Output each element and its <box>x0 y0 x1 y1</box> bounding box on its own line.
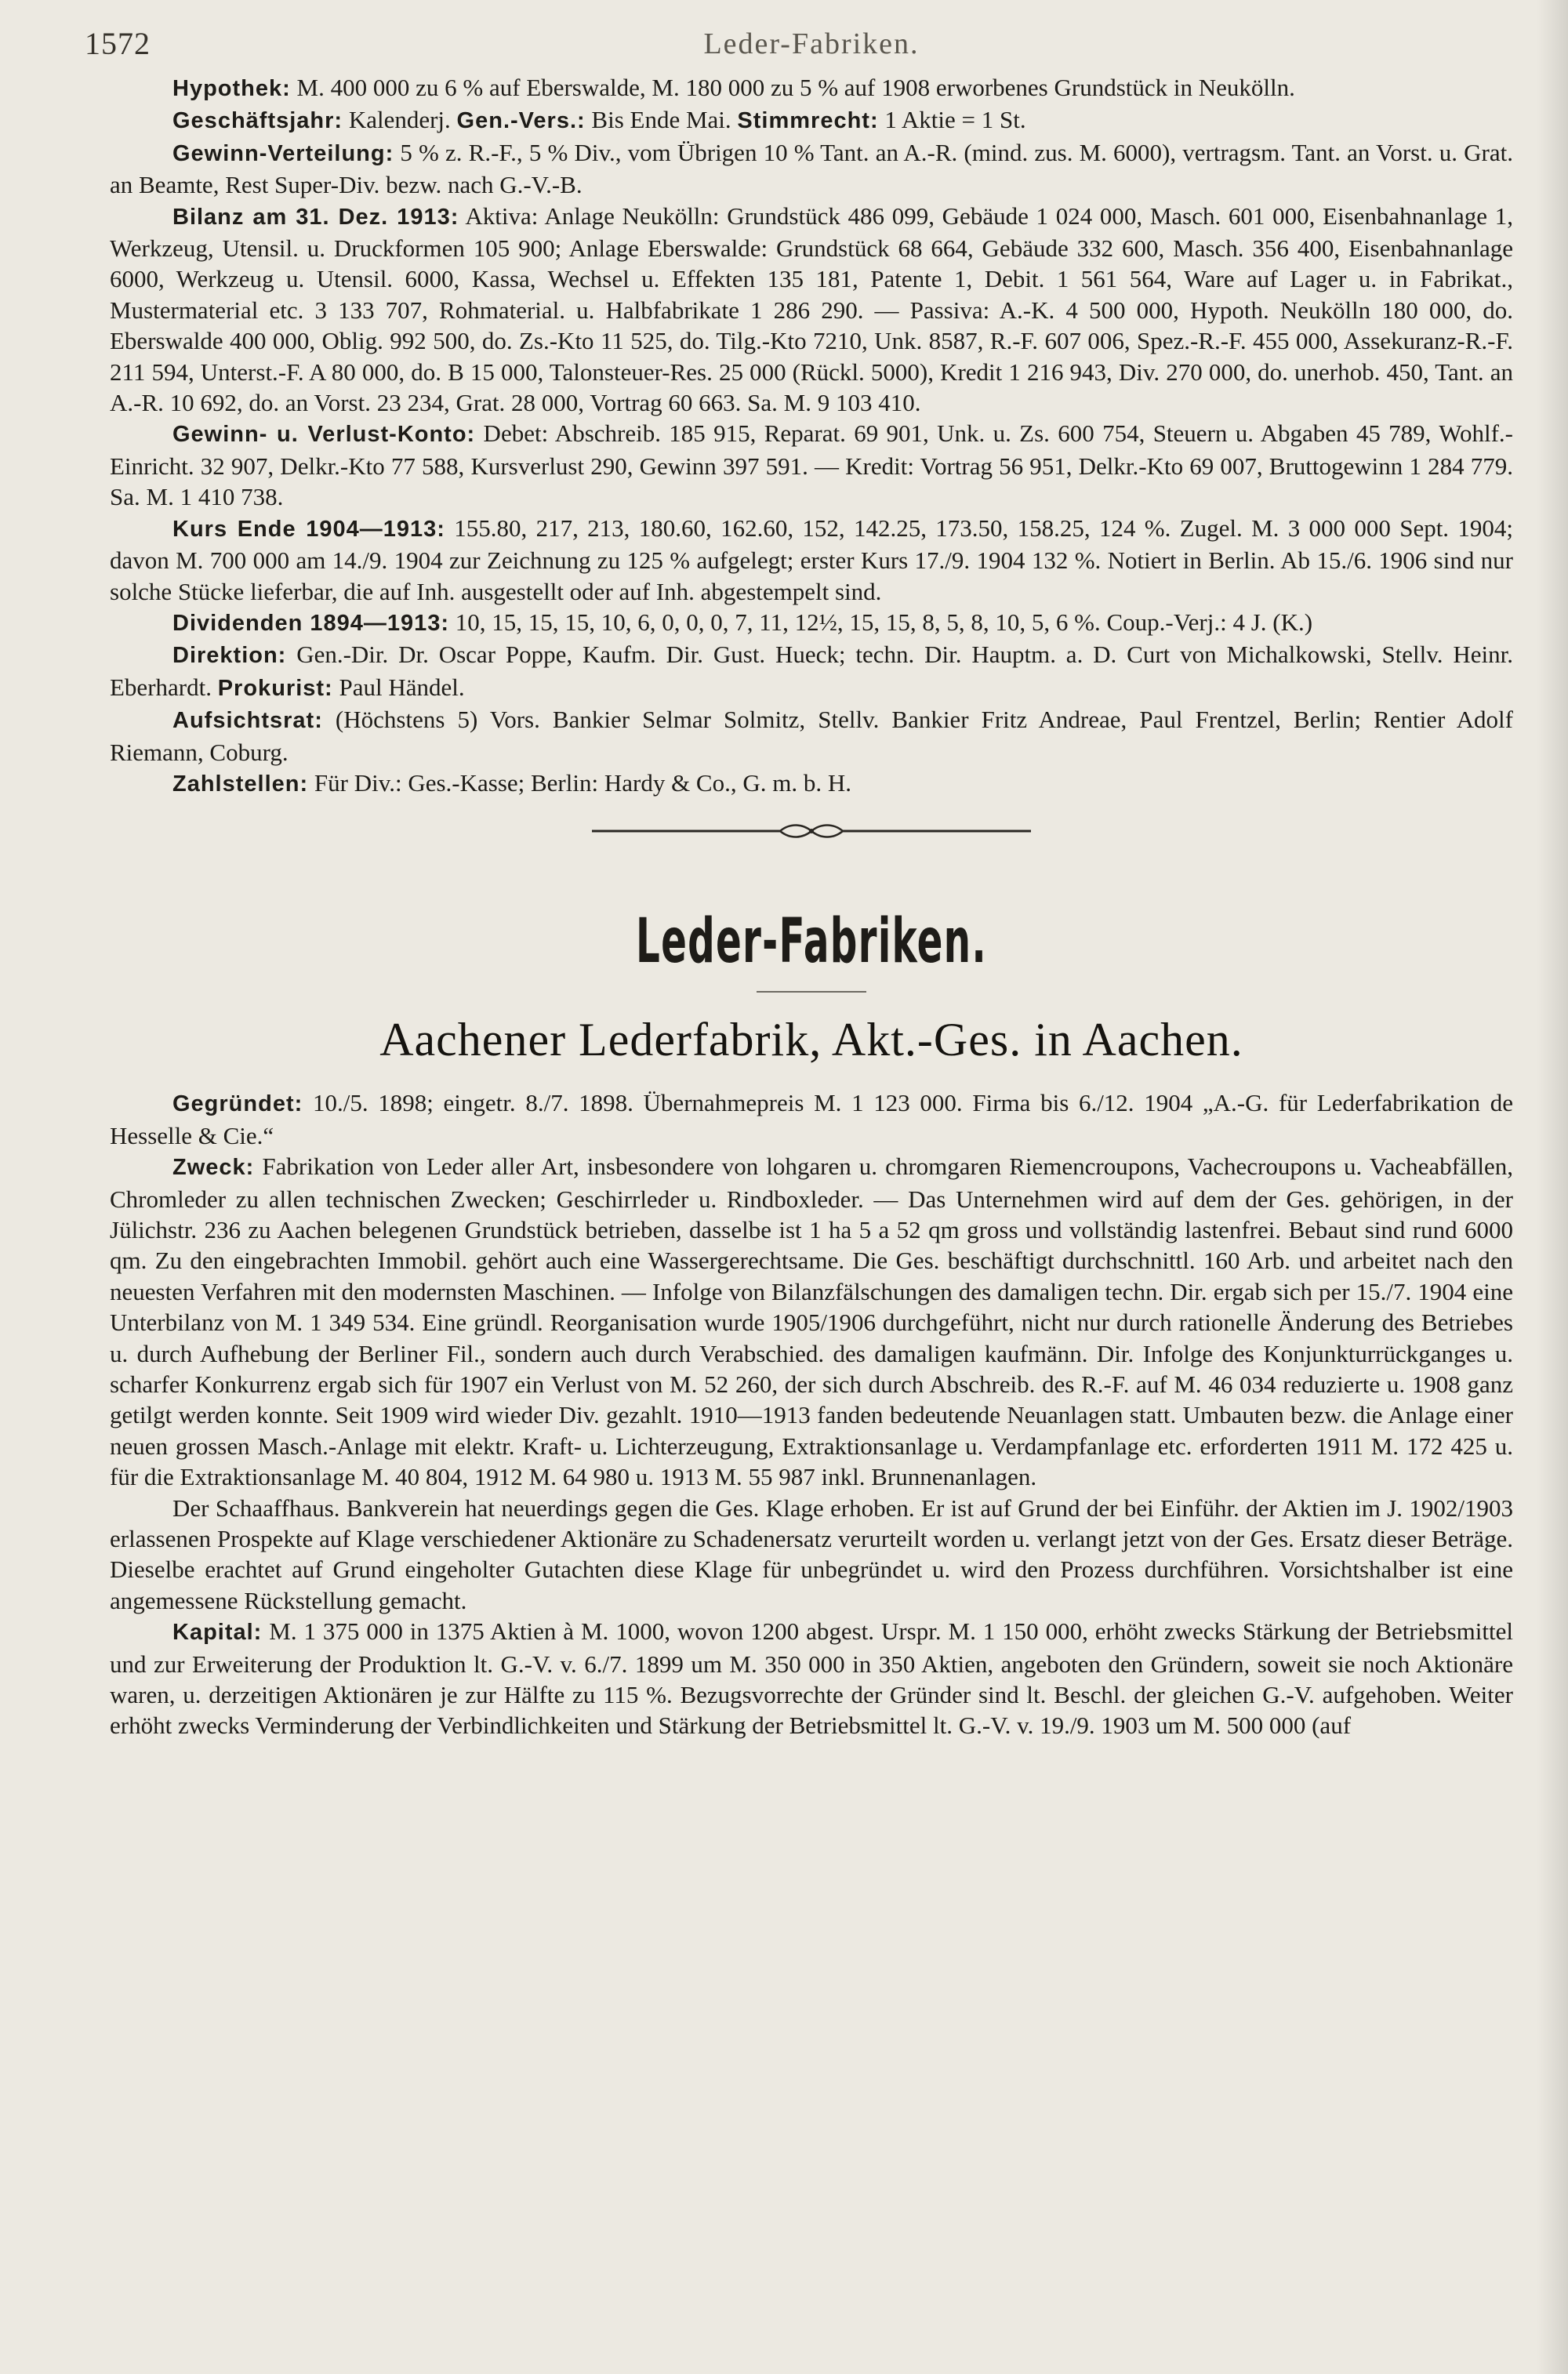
running-title: Leder-Fabriken. <box>703 27 920 60</box>
text-geschaeftsjahr: Kalenderj. <box>343 106 457 134</box>
heading-rule <box>757 991 866 993</box>
text-zahlstellen: Für Div.: Ges.-Kasse; Berlin: Hardy & Co., G. m. b. H. <box>308 768 851 797</box>
paragraph-klage <box>110 1493 1513 1617</box>
label-zweck: Zweck: <box>172 1155 255 1181</box>
label-dividenden: Dividenden 1894—1913: <box>172 610 450 636</box>
text-direktion: Gen.-Dir. Dr. Oscar Poppe, Kaufm. Dir. Gust. Hueck; techn. Dir. Hauptm. a. D. Curt von Michalkowski, Stellv. Heinr. Eberhardt. <box>110 641 1513 701</box>
label-geschaeftsjahr: Geschäftsjahr: <box>172 108 343 134</box>
label-bilanz: Bilanz am 31. Dez. 1913: <box>172 204 459 230</box>
paragraph-dividenden <box>110 607 1513 639</box>
paragraph-kapital <box>110 1616 1513 1741</box>
text-aufsichtsrat: (Höchstens 5) Vors. Bankier Selmar Solmitz, Stellv. Bankier Fritz Andreae, Paul Frentzel, Berlin; Rentier Adolf Riemann, Coburg. <box>110 706 1513 766</box>
page-number: 1572 <box>85 26 151 61</box>
text-klage: Der Schaaffhaus. Bankverein hat neuerdings gegen die Ges. Klage erhoben. Er ist auf Grund der bei Einführ. der Aktien im J. 1902/1903 erlassenen Prospekte auf Klage verschiedener Aktionäre zu Schadenersatz verurteilt worden u. verlangt jetzt von der Ges. Ersatz dieser Beträge. Dieselbe erachtet auf Grund eingeholter Gutachten diese Klage für unbegründet u. wird den Prozess durchführen. Vorsichtshalber ist eine angemessene Rückstellung gemacht. <box>110 1494 1513 1614</box>
paragraph-aufsichtsrat <box>110 704 1513 768</box>
paragraph-gewinn-verteilung <box>110 137 1513 201</box>
paragraph-hypothek <box>110 72 1513 104</box>
paragraph-gegruendet <box>110 1087 1513 1151</box>
text-stimmrecht: 1 Aktie = 1 St. <box>878 106 1026 134</box>
ornament-icon <box>592 822 1031 840</box>
text-bilanz: Aktiva: Anlage Neukölln: Grundstück 486 099, Gebäude 1 024 000, Masch. 601 000, Eisenbahnanlage 1, Werkzeug, Utensil. u. Druckformen 105 900; Anlage Eberswalde: Grundstück 68 664, Gebäude 332 600, Masch. 356 400, Eisenbahnanlage 6000, Werkzeug u. Utensil. 6000, Kassa, Wechsel u. Effekten 135 181, Patente 1, Debit. 1 561 564, Ware auf Lager u. in Fabrikat., Mustermaterial etc. 3 133 707, Rohmaterial. u. Halbfabrikate 1 286 290. — Passiva: A.-K. 4 500 000, Hypoth. Neukölln 180 000, do. Eberswalde 400 000, Oblig. 992 500, do. Zs.-Kto 11 525, do. Tilg.-Kto 7210, Unk. 8587, R.-F. 607 006, Spez.-R.-F. 455 000, Assekuranz-R.-F. 211 594, Unterst.-F. A 80 000, do. B 15 000, Talonsteuer-Res. 25 000 (Rückl. 5000), Kredit 1 216 943, Div. 270 000, do. unerhob. 450, Tant. an A.-R. 10 692, do. an Vorst. 23 234, Grat. 28 000, Vortrag 60 663. Sa. M. 9 103 410. <box>110 201 1513 417</box>
text-kurs: 155.80, 217, 213, 180.60, 162.60, 152, 142.25, 173.50, 158.25, 124 %. Zugel. M. 3 000 000 Sept. 1904; davon M. 700 000 am 14./9. 1904 zur Zeichnung zu 125 % aufgelegt; erster Kurs 17./9. 1904 132 %. Notiert in Berlin. Ab 15./6. 1906 sind nur solche Stücke lieferbar, die auf Inh. ausgestellt oder auf Inh. abgestempelt sind. <box>110 514 1514 605</box>
paragraph-zahlstellen <box>110 768 1513 800</box>
label-gen-vers: Gen.-Vers.: <box>456 108 586 134</box>
label-stimmrecht: Stimmrecht: <box>737 108 879 134</box>
paragraph-gewinn-verlust <box>110 418 1513 512</box>
text-zweck: Fabrikation von Leder aller Art, insbesondere von lohgaren u. chromgaren Riemencroupons, Vachecroupons u. Vacheabfällen, Chromleder zu allen technischen Zwecken; Geschirrleder u. Rindboxleder. — Das Unternehmen wird auf dem der Ges. gehörigen, in der Jülichstr. 236 zu Aachen belegenen Grundstück betrieben, dasselbe ist 1 ha 5 a 52 qm gross und vollständig lastenfrei. Bebaut sind rund 6000 qm. Zu den eingebrachten Immobil. gehört auch eine Wassergerechtsame. Die Ges. beschäftigt durchschnittl. 160 Arb. und arbeitet nach den neuesten Verfahren mit den modernsten Maschinen. — Infolge von Bilanzfälschungen des damaligen techn. Dir. ergab sich per 15./7. 1904 eine Unterbilanz von M. 1 349 534. Eine gründl. Reorganisation wurde 1905/1906 durchgeführt, nicht nur durch rationelle Änderung des Betriebes u. durch Aufhebung der Berliner Fil., sondern auch durch Verabschied. des damaligen kaufmänn. Dir. Infolge des Konjunkturrückganges u. scharfer Konkurrenz ergab sich für 1907 ein Verlust von M. 52 260, der sich durch Abschreib. des R.-F. auf M. 46 034 reduzierte u. 1908 ganz getilgt werden konnte. Seit 1909 wird wieder Div. gezahlt. 1910—1913 fanden bedeutende Neuanlagen statt. Umbauten bezw. die Anlage einer neuen grossen Masch.-Anlage mit elektr. Kraft- u. Lichterzeugung, Extraktionsanlage u. Verdampfanlage etc. erforderten 1911 M. 172 425 u. für die Extraktionsanlage M. 40 804, 1912 M. 64 980 u. 1913 M. 55 987 inkl. Brunnenanlagen. <box>110 1153 1513 1491</box>
label-prokurist: Prokurist: <box>217 675 333 701</box>
text-gegruendet: 10./5. 1898; eingetr. 8./7. 1898. Übernahmepreis M. 1 123 000. Firma bis 6./12. 1904 „A.-G. für Lederfabrikation de Hesselle & Cie.“ <box>110 1089 1513 1149</box>
label-gewinn-verlust: Gewinn- u. Verlust-Konto: <box>172 422 476 448</box>
paragraph-direktion <box>110 639 1513 704</box>
text-gen-vers: Bis Ende Mai. <box>585 106 738 134</box>
paragraph-bilanz <box>110 201 1513 419</box>
text-kapital: M. 1 375 000 in 1375 Aktien à M. 1000, wovon 1200 abgest. Urspr. M. 1 150 000, erhöht zwecks Stärkung der Betriebsmittel und zur Erweiterung der Produktion lt. G.-V. v. 6./7. 1899 um M. 350 000 in 350 Aktien, angeboten den Gründern, soweit sie noch Aktionäre waren, u. derzeitigen Aktionären je zur Hälfte zu 115 %. Bezugsvorrechte der Gründer sind lt. Beschl. der gleichen G.-V. aufgehoben. Weiter erhöht zwecks Verminderung der Verbindlichkeiten und Stärkung der Betriebsmittel lt. G.-V. v. 19./9. 1903 um M. 500 000 (auf <box>110 1617 1513 1740</box>
running-head <box>85 25 1513 72</box>
label-aufsichtsrat: Aufsichtsrat: <box>172 708 323 734</box>
text-gewinn-verteilung: 5 % z. R.-F., 5 % Div., vom Übrigen 10 % Tant. an A.-R. (mind. zus. M. 6000), vertragsm. Tant. an Vorst. u. Grat. an Beamte, Rest Super-Div. bezw. nach G.-V.-B. <box>110 138 1513 199</box>
label-gegruendet: Gegründet: <box>172 1091 303 1117</box>
text-hypothek: M. 400 000 zu 6 % auf Eberswalde, M. 180 000 zu 5 % auf 1908 erworbenes Grundstück in Neukölln. <box>290 74 1295 101</box>
section-heading: Leder-Fabriken. <box>636 906 987 978</box>
label-hypothek: Hypothek: <box>172 76 291 101</box>
text-dividenden: 10, 15, 15, 15, 10, 6, 0, 0, 0, 7, 11, 12½, 15, 15, 8, 5, 8, 10, 5, 6 %. Coup.-Verj.: 4 J. (K.) <box>449 608 1313 636</box>
company-entry-aachen <box>110 1087 1513 1741</box>
company-entry-continued <box>110 72 1513 800</box>
text-gewinn-verlust: Debet: Abschreib. 185 915, Reparat. 69 901, Unk. u. Zs. 600 754, Steuern u. Abgaben 45 789, Wohlf.-Einricht. 32 907, Delkr.-Kto 77 588, Kursverlust 290, Gewinn 397 591. — Kredit: Vortrag 56 951, Delkr.-Kto 69 007, Bruttogewinn 1 284 779. Sa. M. 1 410 738. <box>110 419 1513 511</box>
label-zahlstellen: Zahlstellen: <box>172 771 309 797</box>
label-direktion: Direktion: <box>172 643 287 669</box>
ornament-divider <box>110 800 1513 862</box>
text-prokurist: Paul Händel. <box>332 673 465 701</box>
label-kapital: Kapital: <box>172 1620 263 1646</box>
paragraph-geschaeftsjahr <box>110 104 1513 136</box>
label-gewinn-verteilung: Gewinn-Verteilung: <box>172 140 394 166</box>
paragraph-zweck <box>110 1151 1513 1492</box>
paragraph-kurs <box>110 513 1513 607</box>
label-kurs: Kurs Ende 1904—1913: <box>172 516 445 542</box>
company-heading: Aachener Lederfabrik, Akt.-Ges. in Aachen. <box>379 1014 1243 1066</box>
